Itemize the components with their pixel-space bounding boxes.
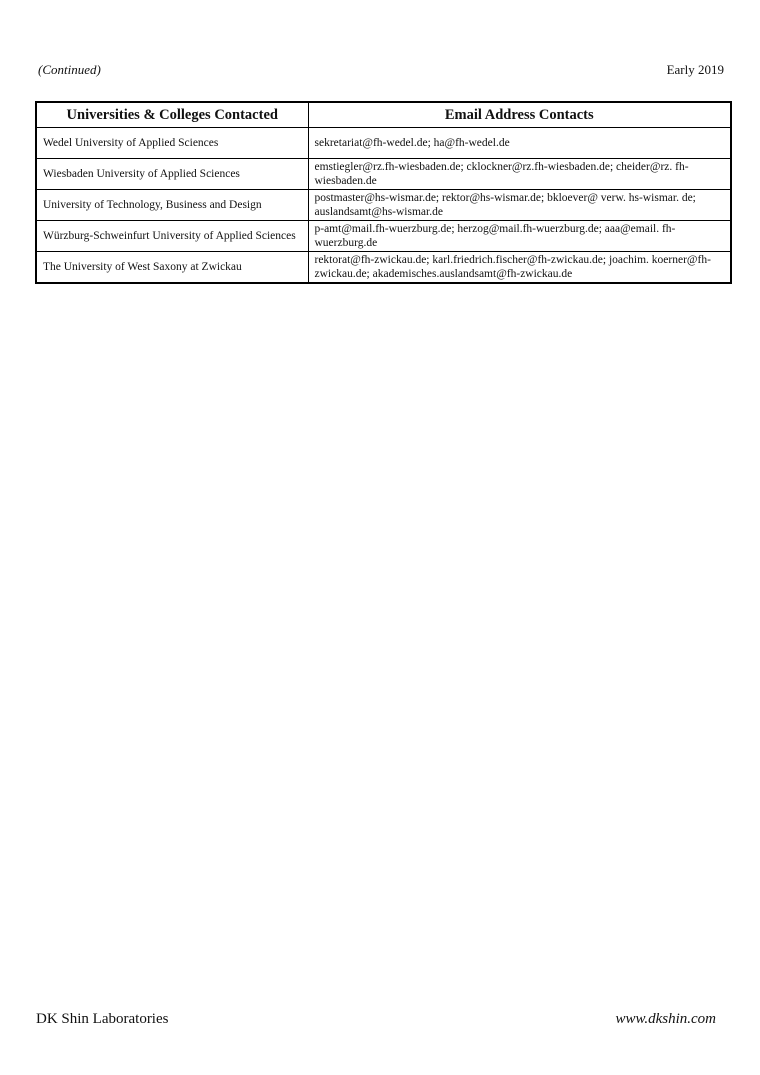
university-cell: Würzburg-Schweinfurt University of Applied Sciences xyxy=(36,221,308,252)
contacts-table xyxy=(35,101,732,284)
email-cell: rektorat@fh-zwickau.de; karl.friedrich.fischer@fh-zwickau.de; joachim. koerner@fh-zwickau.de; akademisches.auslandsamt@fh-zwickau.de xyxy=(308,252,731,284)
table-row xyxy=(36,221,731,252)
email-cell: sekretariat@fh-wedel.de; ha@fh-wedel.de xyxy=(308,128,731,159)
email-cell: emstiegler@rz.fh-wiesbaden.de; cklockner@rz.fh-wiesbaden.de; cheider@rz. fh-wiesbaden.de xyxy=(308,159,731,190)
table-header xyxy=(36,102,731,128)
university-cell: The University of West Saxony at Zwickau xyxy=(36,252,308,284)
date-label: Early 2019 xyxy=(666,62,724,77)
table-row xyxy=(36,128,731,159)
table-row xyxy=(36,252,731,284)
column-header-universities: Universities & Colleges Contacted xyxy=(36,102,308,128)
university-cell: Wedel University of Applied Sciences xyxy=(36,128,308,159)
footer-website: www.dkshin.com xyxy=(615,1011,716,1027)
column-header-emails: Email Address Contacts xyxy=(308,102,731,128)
table-row xyxy=(36,159,731,190)
table-body xyxy=(36,128,731,284)
university-cell: Wiesbaden University of Applied Sciences xyxy=(36,159,308,190)
email-cell: p-amt@mail.fh-wuerzburg.de; herzog@mail.fh-wuerzburg.de; aaa@email. fh-wuerzburg.de xyxy=(308,221,731,252)
footer-company: DK Shin Laboratories xyxy=(36,1011,169,1027)
email-cell: postmaster@hs-wismar.de; rektor@hs-wismar.de; bkloever@ verw. hs-wismar. de; auslandsamt@hs-wismar.de xyxy=(308,190,731,221)
university-cell: University of Technology, Business and Design xyxy=(36,190,308,221)
header-row xyxy=(36,102,731,128)
continued-label: (Continued) xyxy=(38,62,101,77)
table-row xyxy=(36,190,731,221)
